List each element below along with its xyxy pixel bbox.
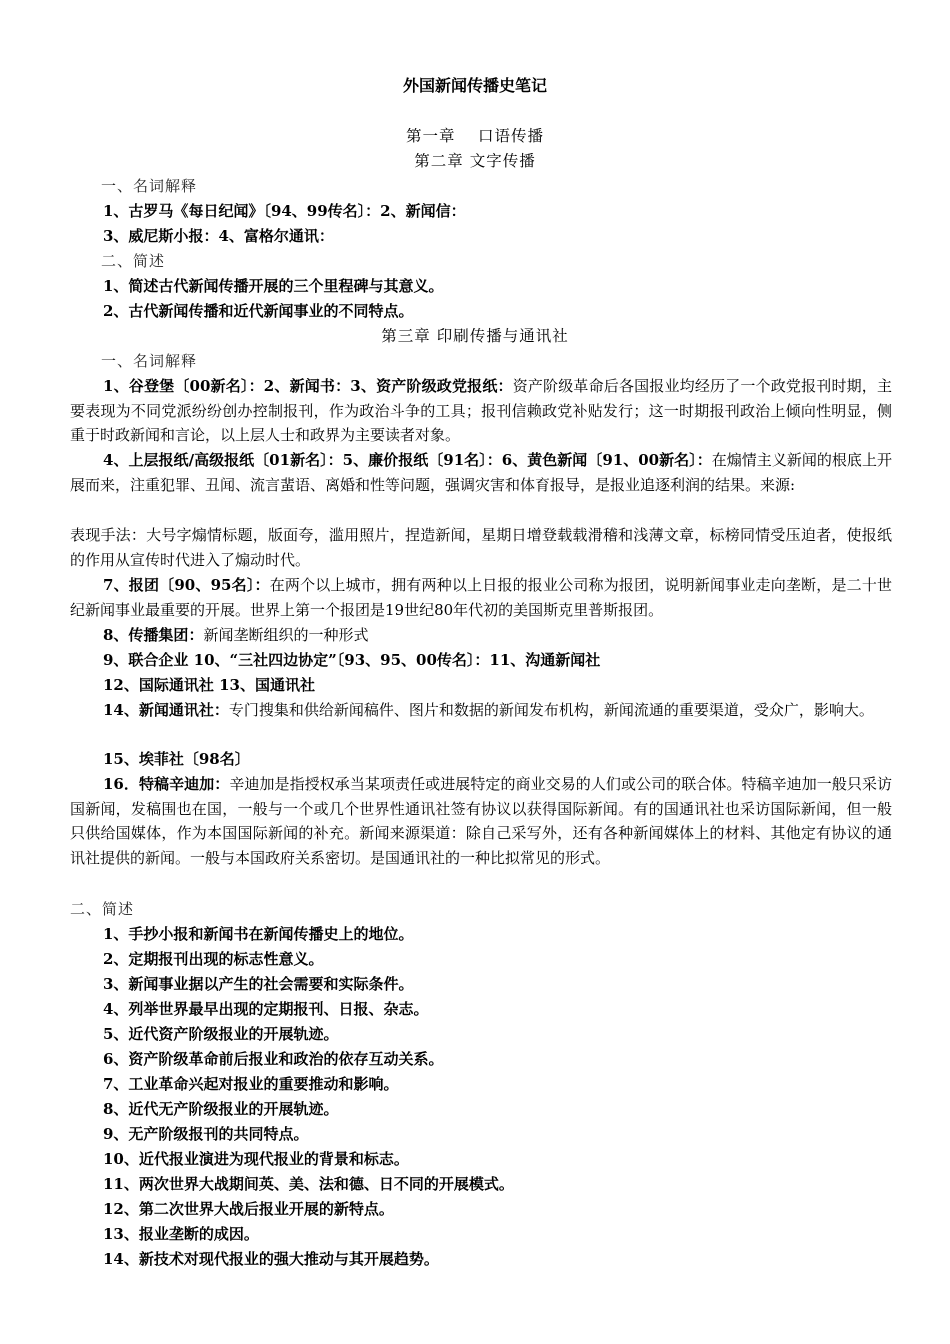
term-paragraph [70, 648, 892, 673]
question-item: 3、新闻事业据以产生的社会需要和实际条件。 [103, 975, 414, 993]
question-item: 14、新技术对现代报业的强大推动与其开展趋势。 [103, 1250, 439, 1268]
question-item: 1、简述古代新闻传播开展的三个里程碑与其意义。 [103, 277, 444, 295]
question-item: 5、近代资产阶级报业的开展轨迹。 [103, 1025, 339, 1043]
term-paragraph [70, 673, 892, 698]
question-item: 13、报业垄断的成因。 [103, 1225, 259, 1243]
term-label: 12、国际通讯社 13、国通讯社 [103, 676, 315, 694]
question-item: 11、两次世界大战期间英、美、法和德、日不同的开展模式。 [103, 1175, 514, 1193]
term-definition: 表现手法：大号字煽情标题，版面夸，滥用照片，捏造新闻，星期日增登载载滑稽和浅薄文章，标榜同情受压迫者，使报纸的作用从宣传时代进入了煽动时代。 [70, 526, 892, 569]
question-item: 4、列举世界最早出现的定期报刊、日报、杂志。 [103, 1000, 429, 1018]
chapter-1-heading: 第一章 口语传播 [406, 127, 544, 145]
question-item: 6、资产阶级革命前后报业和政治的依存互动关系。 [103, 1050, 444, 1068]
term-item: 3、威尼斯小报：4、富格尔通讯： [103, 227, 334, 245]
term-paragraph [70, 698, 892, 723]
section-brief-heading: 二、简述 [101, 252, 166, 270]
term-definition: 专门搜集和供给新闻稿件、图片和数据的新闻发布机构，新闻流通的重要渠道，受众广，影响大。 [228, 701, 874, 719]
term-item: 1、古罗马《每日纪闻》〔94、99传名〕：2、新闻信： [103, 202, 466, 220]
section-terms-heading: 一、名词解释 [101, 177, 198, 195]
term-definition: 在煽情主义新闻的根底上开展而来，注重犯罪、丑闻、流言蜚语、离婚和性等问题，强调灾害和体育报导，是报业追逐利润的结果。来源: [70, 451, 892, 494]
term-paragraph [70, 523, 892, 572]
term-label: 16．特稿辛迪加： [103, 775, 230, 793]
term-label: 9、联合企业 10、“三社四边协定”〔93、95、00传名〕：11、沟通新闻社 [103, 651, 601, 669]
term-paragraph [70, 747, 892, 772]
document-title: 外国新闻传播史笔记 [402, 76, 547, 95]
term-label: 14、新闻通讯社： [103, 701, 229, 719]
question-item: 8、近代无产阶级报业的开展轨迹。 [103, 1100, 339, 1118]
term-paragraph [70, 573, 892, 622]
question-item: 7、工业革命兴起对报业的重要推动和影响。 [103, 1075, 399, 1093]
term-paragraph [70, 448, 892, 497]
question-item: 1、手抄小报和新闻书在新闻传播史上的地位。 [103, 925, 414, 943]
term-definition: 资产阶级革命后各国报业均经历了一个政党报刊时期，主要表现为不同党派纷纷创办控制报刊，作为政治斗争的工具；报刊信赖政党补贴发行；这一时期报刊政治上倾向性明显，侧重于时政新闻和言论，以上层人士和政界为主要读者对象。 [70, 377, 892, 444]
section-terms-heading: 一、名词解释 [101, 352, 198, 370]
term-definition: 在两个以上城市，拥有两种以上日报的报业公司称为报团，说明新闻事业走向垄断，是二十世纪新闻事业最重要的开展。世界上第一个报团是19世纪80年代初的美国斯克里普斯报团。 [70, 576, 892, 619]
question-item: 12、第二次世界大战后报业开展的新特点。 [103, 1200, 394, 1218]
term-label: 7、报团〔90、95名〕： [103, 576, 270, 594]
section-brief-heading: 二、简述 [70, 900, 135, 918]
term-label: 4、上层报纸/高级报纸〔01新名〕：5、廉价报纸〔91名〕：6、黄色新闻〔91、00新名〕： [103, 451, 712, 469]
chapter-2-heading: 第二章 文字传播 [414, 152, 536, 170]
term-label: 15、埃菲社〔98名〕 [103, 750, 250, 768]
term-paragraph [70, 374, 892, 448]
term-label: 1、谷登堡〔00新名〕：2、新闻书：3、资产阶级政党报纸： [103, 377, 513, 395]
term-label: 8、传播集团： [103, 626, 204, 644]
question-item: 2、古代新闻传播和近代新闻事业的不同特点。 [103, 302, 414, 320]
term-definition: 辛迪加是指授权承当某项责任或进展特定的商业交易的人们或公司的联合体。特稿辛迪加一般只采访国新闻，发稿围也在国，一般与一个或几个世界性通讯社签有协议以获得国际新闻。有的国通讯社也采访国际新闻，但一般只供给国媒体，作为本国国际新闻的补充。新闻来源渠道：除自己采写外，还有各种新闻媒体上的材料、其他定有协议的通讯社提供的新闻。一般与本国政府关系密切。是国通讯社的一种比拟常见的形式。 [70, 775, 893, 867]
term-paragraph [70, 772, 892, 870]
term-definition: 新闻垄断组织的一种形式 [203, 626, 369, 644]
question-item: 9、无产阶级报刊的共同特点。 [103, 1125, 309, 1143]
term-paragraph [70, 623, 892, 648]
question-item: 10、近代报业演进为现代报业的背景和标志。 [103, 1150, 409, 1168]
chapter-3-heading: 第三章 印刷传播与通讯社 [381, 327, 569, 345]
question-item: 2、定期报刊出现的标志性意义。 [103, 950, 324, 968]
